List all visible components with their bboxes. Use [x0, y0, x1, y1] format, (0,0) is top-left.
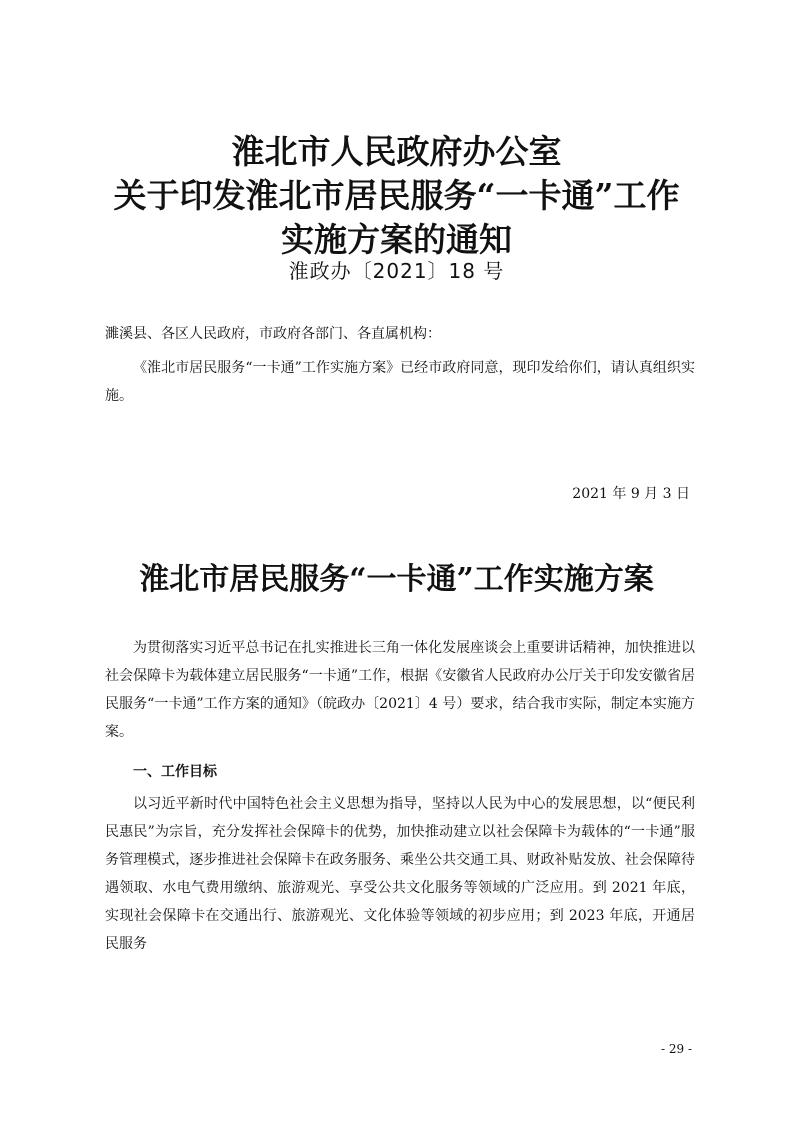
- notice-title-line-2: 关于印发淮北市居民服务“一卡通”工作: [113, 176, 680, 215]
- notice-body: 《淮北市居民服务“一卡通”工作实施方案》已经市政府同意，现印发给你们，请认真组织实施。: [105, 360, 695, 404]
- plan-title: 淮北市居民服务“一卡通”工作实施方案: [139, 562, 654, 597]
- page-number: - 29 -: [660, 1042, 692, 1056]
- issue-date: 2021 年 9 月 3 日: [572, 486, 690, 502]
- notice-title-line-3: 实施方案的通知: [281, 220, 512, 259]
- salutation: 濉溪县、各区人民政府，市政府各部门、各直属机构：: [105, 326, 441, 342]
- section-heading-goals: 一、工作目标: [133, 764, 217, 780]
- notice-title-line-1: 淮北市人民政府办公室: [231, 132, 562, 171]
- notice-title: [0, 130, 793, 262]
- plan-intro-paragraph: 为贯彻落实习近平总书记在扎实推进长三角一体化发展座谈会上重要讲话精神，加快推进以社会保障卡为载体建立居民服务“一卡通”工作，根据《安徽省人民政府办公厅关于印发安徽省居民服务“一卡通”工作方案的通知》（皖政办〔2021〕4 号）要求，结合我市实际，制定本实施方案。: [105, 640, 695, 740]
- document-number: 淮政办〔2021〕18 号: [288, 259, 505, 283]
- section-goals-paragraph: 以习近平新时代中国特色社会主义思想为指导，坚持以人民为中心的发展思想，以“便民利民惠民”为宗旨，充分发挥社会保障卡的优势，加快推动建立以社会保障卡为载体的“一卡通”服务管理模式，逐步推进社会保障卡在政务服务、乘坐公共交通工具、财政补贴发放、社会保障待遇领取、水电气费用缴纳、旅游观光、享受公共文化服务等领域的广泛应用。到 2021 年底，实现社会保障卡在交通出行、旅游观光、文化体验等领域的初步应用；到 2023 年底，开通居民服务: [105, 796, 695, 952]
